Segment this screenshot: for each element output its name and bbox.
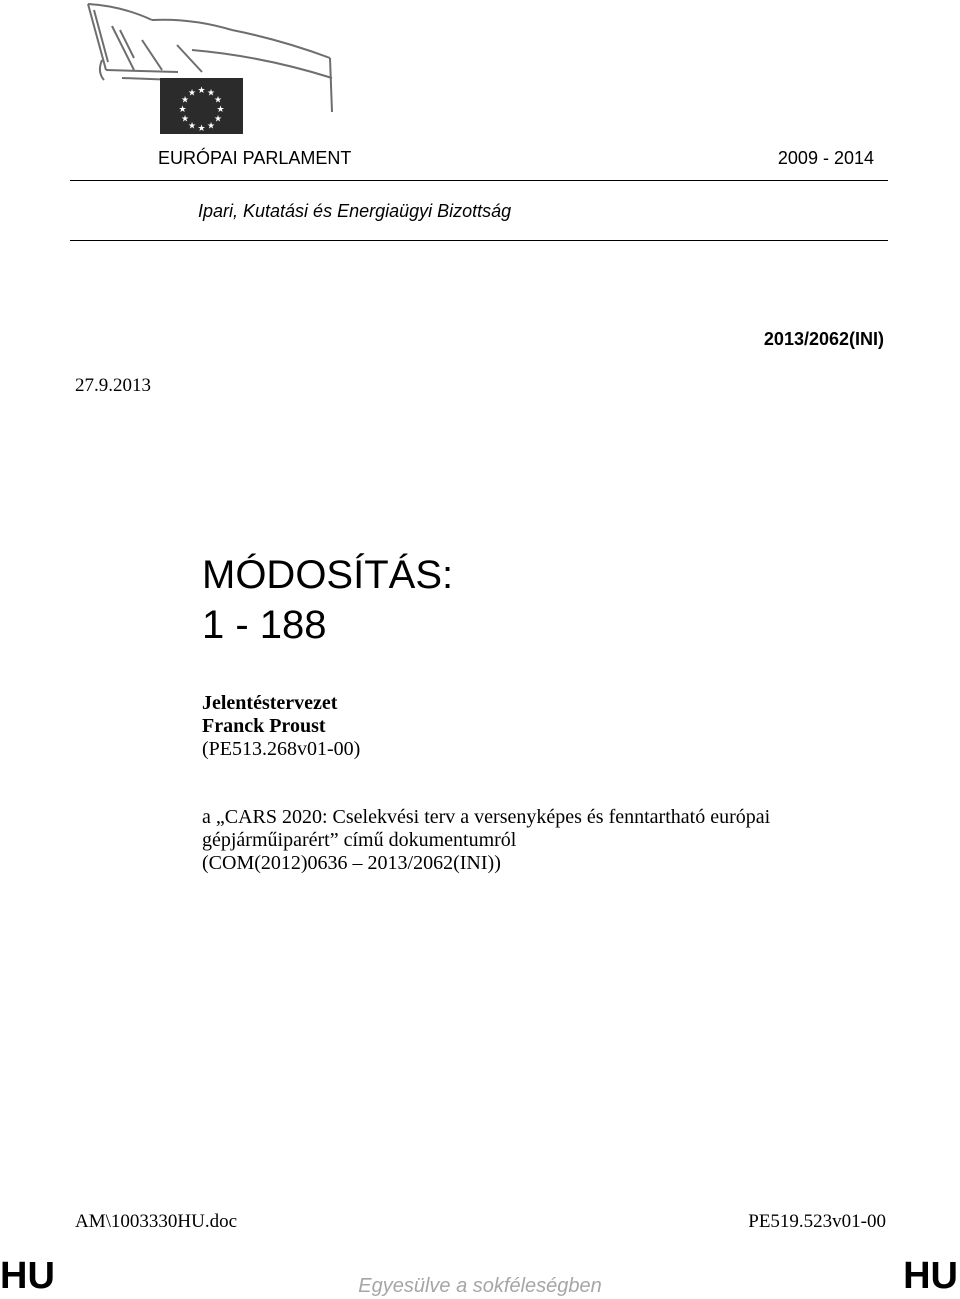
logo-graphic	[82, 0, 342, 140]
svg-text:★: ★	[180, 95, 190, 106]
parliamentary-term: 2009 - 2014	[777, 148, 874, 168]
subject-line: a „CARS 2020: Cselekvési terv a versenyképes és fenntartható európai	[202, 806, 771, 828]
svg-text:★: ★	[206, 88, 216, 99]
svg-text:★: ★	[206, 121, 216, 132]
amendment-range: 1 - 188	[202, 603, 327, 647]
eu-flag-icon	[160, 78, 243, 134]
svg-text:★: ★	[180, 114, 190, 125]
eu-motto: Egyesülve a sokféleségben	[358, 1275, 602, 1297]
rapporteur-name: Franck Proust	[202, 715, 326, 737]
procedure-number: 2013/2062(INI)	[763, 329, 884, 349]
subject-line: (COM(2012)0636 – 2013/2062(INI))	[202, 852, 501, 874]
footer-pe-number: PE519.523v01-00	[748, 1211, 886, 1232]
svg-text:★: ★	[216, 105, 225, 115]
document-subject	[202, 806, 902, 875]
committee-divider	[70, 240, 888, 241]
svg-text:★: ★	[197, 124, 206, 134]
institution-name: EURÓPAI PARLAMENT	[158, 148, 352, 168]
language-code-left: HU	[0, 1255, 55, 1297]
svg-text:★: ★	[187, 88, 197, 99]
footer-file-name: AM\1003330HU.doc	[75, 1211, 238, 1232]
svg-text:★: ★	[187, 121, 197, 132]
svg-text:★: ★	[213, 114, 223, 125]
report-reference: (PE513.268v01-00)	[202, 738, 361, 760]
document-title: MÓDOSÍTÁS:	[202, 553, 454, 597]
header-divider	[70, 180, 888, 181]
report-type: Jelentéstervezet	[202, 692, 338, 714]
committee-name: Ipari, Kutatási és Energiaügyi Bizottság	[198, 201, 512, 221]
svg-text:★: ★	[178, 105, 187, 115]
document-date: 27.9.2013	[75, 375, 151, 396]
svg-text:★: ★	[197, 86, 206, 96]
subject-line: gépjárműiparért” című dokumentumról	[202, 829, 517, 851]
svg-text:★: ★	[213, 95, 223, 106]
language-code-right: HU	[903, 1255, 958, 1297]
european-parliament-logo-icon	[82, 0, 342, 140]
